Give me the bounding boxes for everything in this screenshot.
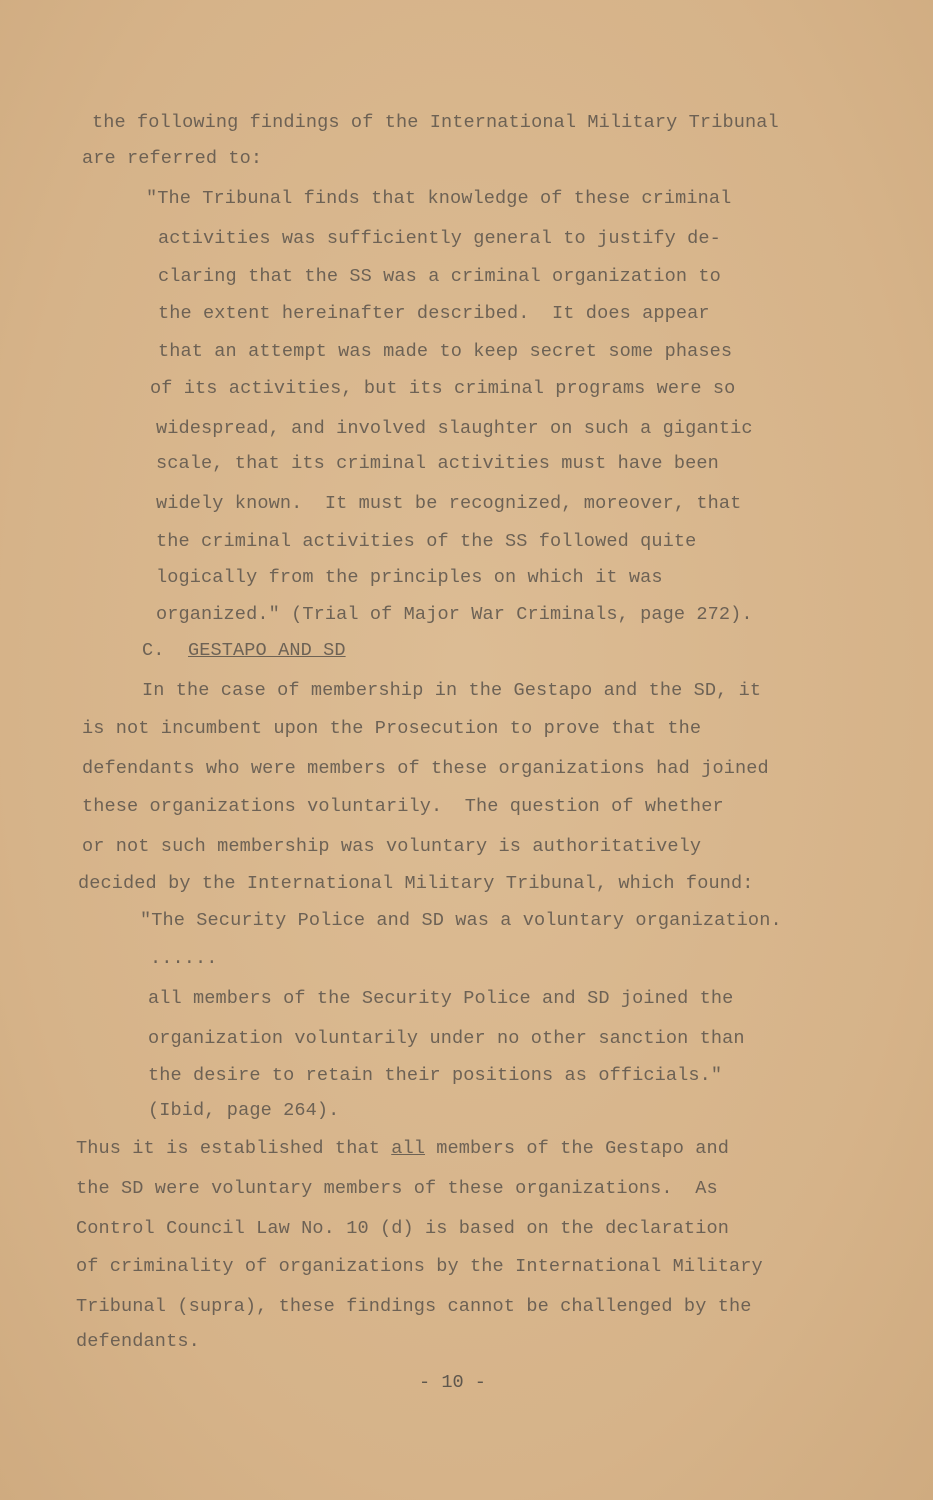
quote-line: claring that the SS was a criminal organization to	[158, 266, 721, 287]
section-letter: C.	[142, 640, 165, 661]
text-line: is not incumbent upon the Prosecution to prove that the	[82, 718, 702, 739]
text-line	[76, 1138, 729, 1159]
quote-line: of its activities, but its criminal programs were so	[150, 378, 736, 399]
quote-line: all members of the Security Police and SD joined the	[148, 988, 734, 1009]
text-line: Control Council Law No. 10 (d) is based on the declaration	[76, 1218, 729, 1239]
quote-line: widely known. It must be recognized, moreover, that	[156, 493, 742, 514]
quote-line: the desire to retain their positions as officials."	[148, 1065, 723, 1086]
text-line: defendants who were members of these organizations had joined	[82, 758, 769, 779]
underlined-word: all	[391, 1138, 426, 1159]
text-line: or not such membership was voluntary is authoritatively	[82, 836, 702, 857]
page-number: - 10 -	[419, 1372, 486, 1393]
quote-line: organized." (Trial of Major War Criminals, page 272).	[156, 604, 753, 625]
text-line: are referred to:	[82, 148, 263, 169]
text-segment: members of the Gestapo and	[425, 1138, 729, 1159]
text-line: decided by the International Military Tribunal, which found:	[78, 873, 754, 894]
quote-line: "The Tribunal finds that knowledge of these criminal	[146, 188, 732, 209]
text-line: defendants.	[76, 1331, 200, 1352]
quote-line: "The Security Police and SD was a voluntary organization.	[140, 910, 782, 931]
quote-line: scale, that its criminal activities must have been	[156, 453, 719, 474]
quote-line: widespread, and involved slaughter on such a gigantic	[156, 418, 753, 439]
text-segment: Thus it is established that	[76, 1138, 392, 1159]
text-line: of criminality of organizations by the International Military	[76, 1256, 763, 1277]
ellipsis: ......	[150, 948, 218, 969]
quote-line: the extent hereinafter described. It does appear	[158, 303, 710, 324]
section-heading: GESTAPO AND SD	[188, 640, 346, 661]
quote-line: activities was sufficiently general to justify de-	[158, 228, 721, 249]
text-line: these organizations voluntarily. The question of whether	[82, 796, 724, 817]
quote-line: the criminal activities of the SS followed quite	[156, 531, 697, 552]
quote-line: organization voluntarily under no other sanction than	[148, 1028, 745, 1049]
text-line: the SD were voluntary members of these organizations. As	[76, 1178, 718, 1199]
quote-line: logically from the principles on which it was	[156, 567, 663, 588]
citation: (Ibid, page 264).	[148, 1100, 340, 1121]
quote-line: that an attempt was made to keep secret some phases	[158, 341, 733, 362]
text-line: Tribunal (supra), these findings cannot be challenged by the	[76, 1296, 752, 1317]
text-line: the following findings of the International Military Tribunal	[92, 112, 779, 133]
text-line: In the case of membership in the Gestapo and the SD, it	[142, 680, 762, 701]
